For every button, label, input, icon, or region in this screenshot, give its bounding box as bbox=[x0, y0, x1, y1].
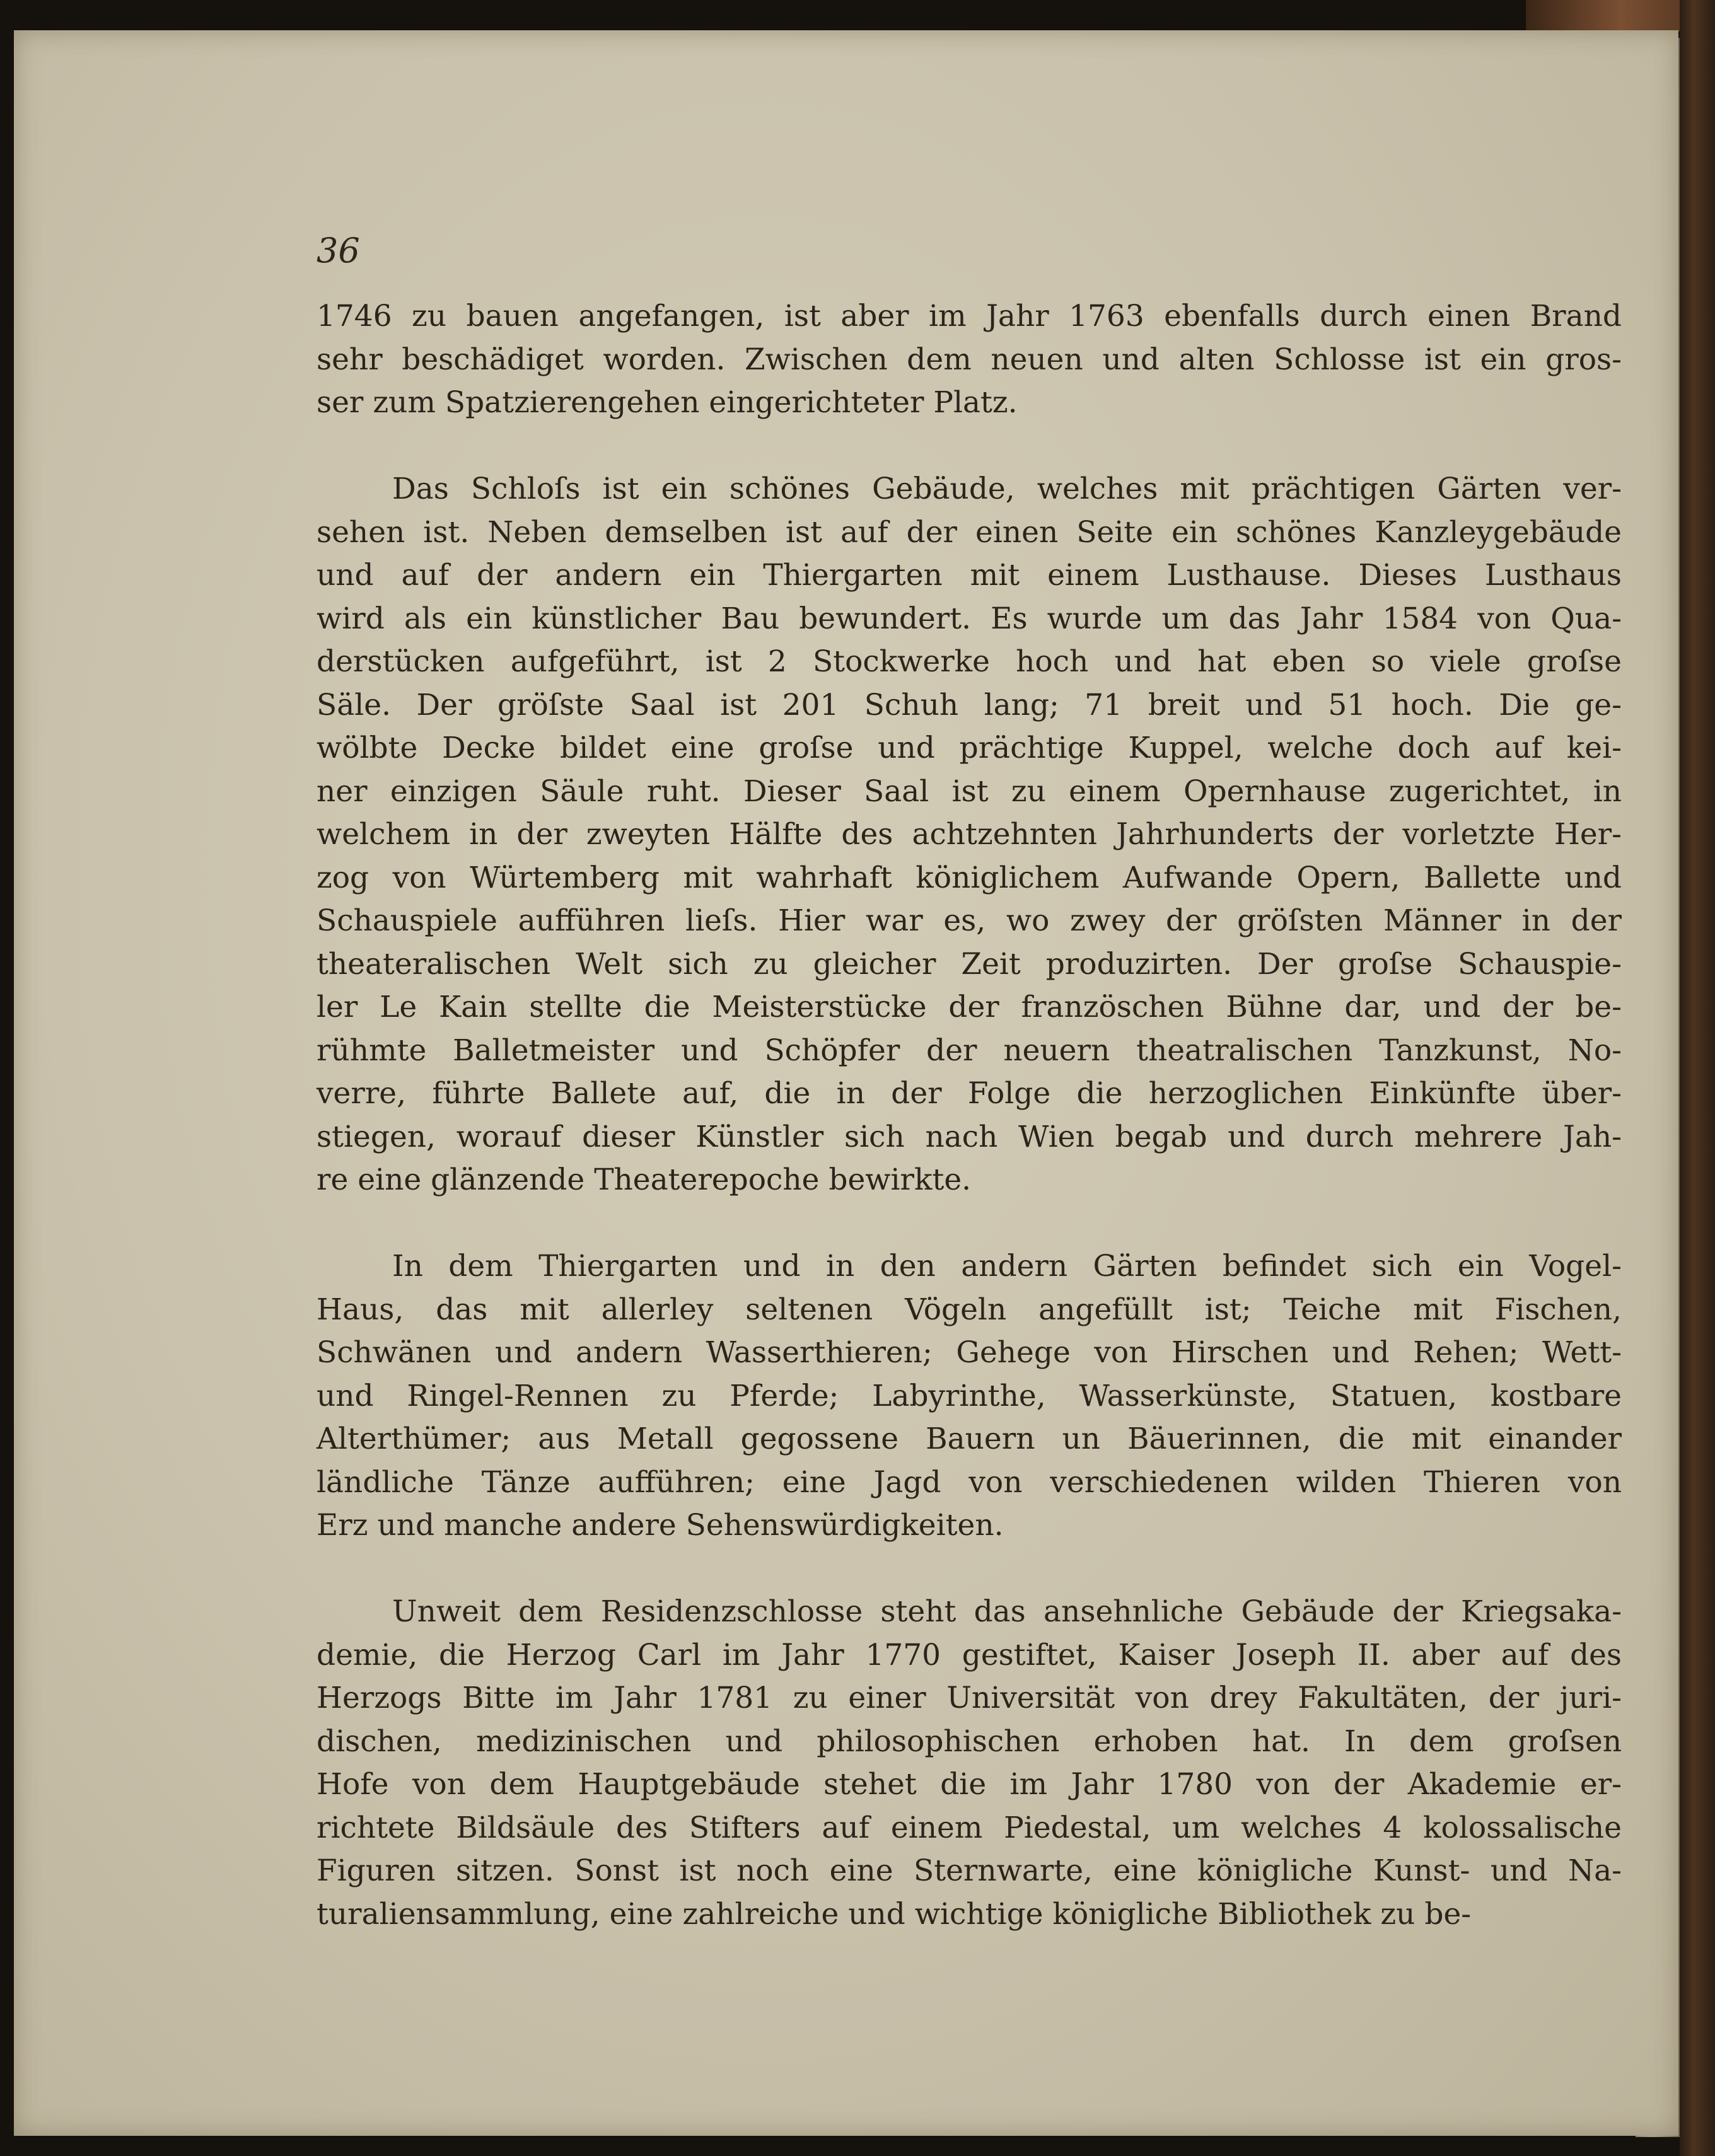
line-text: demie, die Herzog Carl im Jahr 1770 gestiftet, Kaiser Joseph II. aber auf des bbox=[317, 1637, 1622, 1672]
text-line bbox=[317, 295, 1622, 339]
line-text: wird als ein künstlicher Bau bewundert. Es wurde um das Jahr 1584 von Qua- bbox=[317, 601, 1622, 636]
line-text: zog von Würtemberg mit wahrhaft königlichem Aufwande Opern, Ballette und bbox=[317, 860, 1622, 895]
text-line bbox=[317, 1072, 1622, 1116]
text-line bbox=[317, 511, 1622, 555]
line-text: re eine glänzende Theaterepoche bewirkte. bbox=[317, 1162, 972, 1197]
line-text: verre, führte Ballete auf, die in der Folge die herzoglichen Einkünfte über- bbox=[317, 1076, 1622, 1111]
paragraph bbox=[317, 1245, 1622, 1548]
text-line bbox=[317, 1375, 1622, 1418]
line-text: Erz und manche andere Sehenswürdigkeiten. bbox=[317, 1508, 1004, 1543]
line-text: ser zum Spatzierengehen eingerichteter Platz. bbox=[317, 385, 1018, 420]
line-text: Schauspiele aufführen lieſs. Hier war es, wo zwey der gröſsten Männer in der bbox=[317, 903, 1622, 938]
text-line bbox=[317, 1461, 1622, 1505]
text-line bbox=[317, 727, 1622, 770]
text-line bbox=[317, 1504, 1622, 1548]
text-line bbox=[317, 339, 1622, 382]
line-text: ler Le Kain stellte die Meisterstücke der französchen Bühne dar, und der be- bbox=[317, 990, 1622, 1024]
text-line bbox=[317, 1418, 1622, 1461]
text-line bbox=[317, 684, 1622, 727]
paragraph bbox=[317, 295, 1622, 425]
text-line bbox=[317, 813, 1622, 857]
line-text: ländliche Tänze aufführen; eine Jagd von verschiedenen wilden Thieren von bbox=[317, 1464, 1622, 1500]
line-text: Hofe von dem Hauptgebäude stehet die im Jahr 1780 von der Akademie er- bbox=[317, 1767, 1622, 1802]
line-text: welchem in der zweyten Hälfte des achtzehnten Jahrhunderts der vorletzte Her- bbox=[317, 817, 1622, 852]
line-text: 1746 zu bauen angefangen, ist aber im Jahr 1763 ebenfalls durch einen Brand bbox=[317, 299, 1622, 333]
line-text: turaliensammlung, eine zahlreiche und wichtige königliche Bibliothek zu be- bbox=[317, 1896, 1472, 1932]
text-line bbox=[317, 640, 1622, 684]
text-line bbox=[317, 1116, 1622, 1159]
text-line bbox=[317, 900, 1622, 943]
paragraph bbox=[317, 468, 1622, 1202]
line-text: und Ringel-Rennen zu Pferde; Labyrinthe, Wasserkünste, Statuen, kostbare bbox=[317, 1378, 1622, 1413]
text-line bbox=[317, 986, 1622, 1029]
text-line bbox=[317, 381, 1622, 425]
line-text: Figuren sitzen. Sonst ist noch eine Sternwarte, eine königliche Kunst- und Na- bbox=[317, 1853, 1622, 1888]
paragraph-gap bbox=[317, 1548, 1622, 1591]
line-text: wölbte Decke bildet eine groſse und prächtige Kuppel, welche doch auf kei- bbox=[317, 731, 1622, 765]
text-line bbox=[317, 1850, 1622, 1893]
line-text: In dem Thiergarten und in den andern Gärten befindet sich ein Vogel- bbox=[392, 1249, 1622, 1284]
text-line bbox=[317, 1591, 1622, 1634]
text-line bbox=[317, 770, 1622, 814]
line-text: Säle. Der gröſste Saal ist 201 Schuh lang; 71 breit und 51 hoch. Die ge- bbox=[317, 687, 1622, 722]
paragraph bbox=[317, 1591, 1622, 1936]
line-text: Herzogs Bitte im Jahr 1781 zu einer Universität von drey Fakultäten, der juri- bbox=[317, 1681, 1622, 1715]
line-text: Haus, das mit allerley seltenen Vögeln angefüllt ist; Teiche mit Fischen, bbox=[317, 1292, 1622, 1327]
line-text: richtete Bildsäule des Stifters auf einem Piedestal, um welches 4 kolossalische bbox=[317, 1810, 1622, 1845]
line-text: theateralischen Welt sich zu gleicher Zeit produzirten. Der groſse Schauspie- bbox=[317, 946, 1622, 982]
text-line bbox=[317, 1634, 1622, 1678]
line-text: Unweit dem Residenzschlosse steht das ansehnliche Gebäude der Kriegsaka- bbox=[392, 1594, 1622, 1629]
text-line bbox=[317, 943, 1622, 987]
text-line bbox=[317, 1245, 1622, 1289]
paragraph-gap bbox=[317, 425, 1622, 468]
line-text: stiegen, worauf dieser Künstler sich nach Wien begab und durch mehrere Jah- bbox=[317, 1119, 1622, 1154]
text-line bbox=[317, 1893, 1622, 1937]
text-line bbox=[317, 598, 1622, 641]
page-number: 36 bbox=[317, 231, 360, 270]
page-body-text bbox=[317, 295, 1622, 1936]
text-line bbox=[317, 1289, 1622, 1332]
text-line bbox=[317, 857, 1622, 900]
line-text: Schwänen und andern Wasserthieren; Gehege von Hirschen und Rehen; Wett- bbox=[317, 1335, 1622, 1370]
text-line bbox=[317, 1159, 1622, 1202]
line-text: sehr beschädiget worden. Zwischen dem neuen und alten Schlosse ist ein gros- bbox=[317, 342, 1622, 377]
line-text: Alterthümer; aus Metall gegossene Bauern un Bäuerinnen, die mit einander bbox=[317, 1422, 1622, 1456]
text-line bbox=[317, 1807, 1622, 1850]
text-line bbox=[317, 554, 1622, 598]
line-text: dischen, medizinischen und philosophischen erhoben hat. In dem groſsen bbox=[317, 1724, 1622, 1759]
book-page bbox=[14, 30, 1678, 2136]
line-text: ner einzigen Säule ruht. Dieser Saal ist zu einem Opernhause zugerichtet, in bbox=[317, 774, 1622, 809]
text-line bbox=[317, 1029, 1622, 1073]
line-text: Das Schloſs ist ein schönes Gebäude, welches mit prächtigen Gärten ver- bbox=[392, 472, 1622, 506]
text-line bbox=[317, 468, 1622, 511]
text-line bbox=[317, 1331, 1622, 1375]
text-line bbox=[317, 1677, 1622, 1720]
text-line bbox=[317, 1720, 1622, 1764]
book-spine bbox=[1680, 0, 1715, 2156]
line-text: derstücken aufgeführt, ist 2 Stockwerke hoch und hat eben so viele groſse bbox=[317, 644, 1622, 679]
line-text: und auf der andern ein Thiergarten mit einem Lusthause. Dieses Lusthaus bbox=[317, 558, 1622, 593]
line-text: rühmte Balletmeister und Schöpfer der neuern theatralischen Tanzkunst, No- bbox=[317, 1033, 1622, 1068]
line-text: sehen ist. Neben demselben ist auf der einen Seite ein schönes Kanzleygebäude bbox=[317, 514, 1622, 550]
text-line bbox=[317, 1763, 1622, 1807]
paragraph-gap bbox=[317, 1202, 1622, 1246]
